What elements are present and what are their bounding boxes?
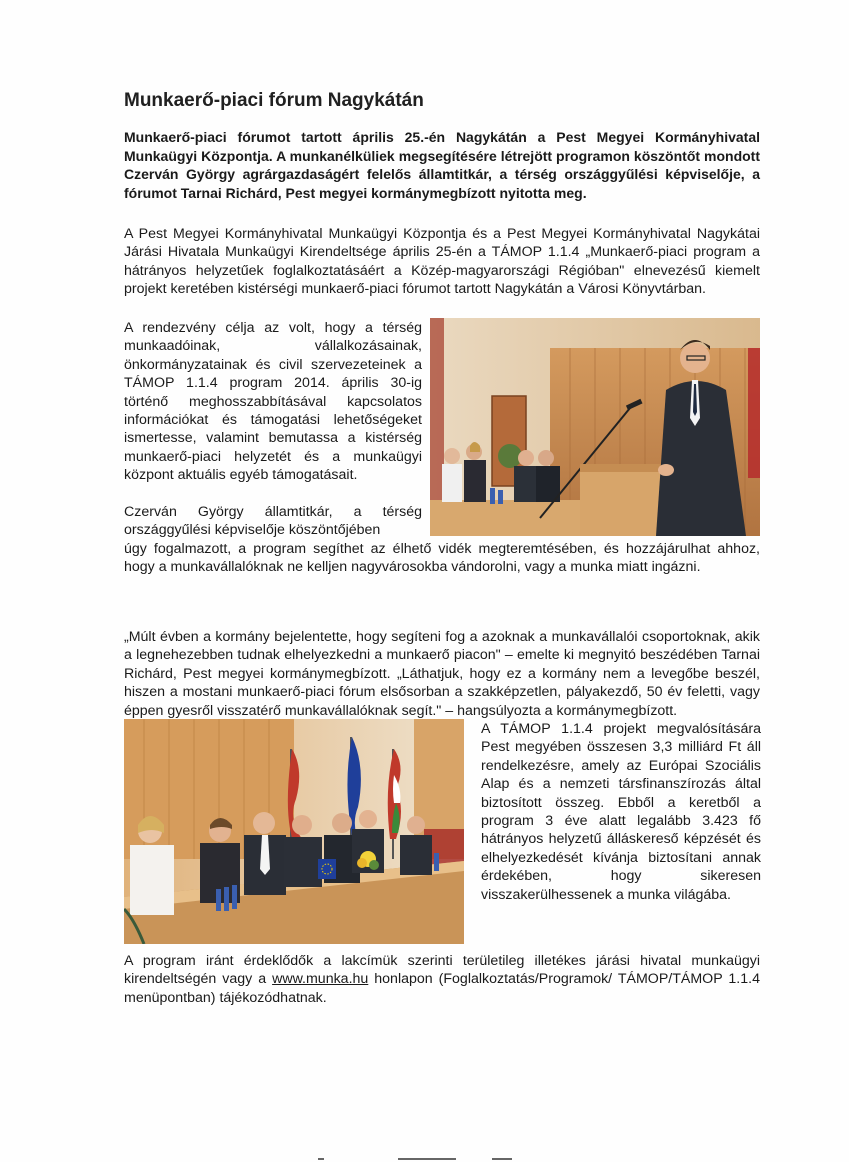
paragraph-greeting-start: Czerván György államtitkár, a térség országgyűlési képviselője köszöntőjében xyxy=(124,504,422,539)
paragraph-funding: A TÁMOP 1.1.4 projekt megvalósítására Pest megyében összesen 3,3 milliárd Ft áll rendelkezésre, amely az Európai Szociális Alap és a nemzeti társfinanszírozás által biztosított összeg. Ebből a keretből a program 3 éve alatt legalább 3.423 fő hátrányos helyzetű álláskereső képzését és elhelyezkedését kívánja biztosítani annak érdekében, hogy sikeresen visszakerülhessenek a munka világába. xyxy=(481,721,761,903)
panel-photo xyxy=(124,719,464,944)
scan-mark xyxy=(398,1158,456,1160)
article-lead: Munkaerő-piaci fórumot tartott április 25.-én Nagykátán a Pest Megyei Kormányhivatal Munkaügyi Központja. A munkanélküliek megsegítésére létrejött programon köszöntőt mondott Czerván György agrárgazdaságért felelős államtitkár, a térség országgyűlési képviselője, a fórumot Tarnai Richárd, Pest megyei kormánymegbízott nyitotta meg. xyxy=(124,129,760,201)
paragraph-contact xyxy=(124,952,760,1007)
article-title: Munkaerő-piaci fórum Nagykátán xyxy=(124,90,424,111)
contact-text-end: honlapon (Foglalkoztatás/Programok/ TÁMOP/TÁMOP 1.1.4 menüpontban) tájékozódhatnak. xyxy=(124,971,760,1006)
paragraph-greeting-end: úgy fogalmazott, a program segíthet az élhető vidék megteremtésében, és hozzájárulhat ahhoz, hogy a munkavállalóknak ne kelljen nagyvárosokba vándorolni, vagy a munka miatt ingázni. xyxy=(124,541,760,576)
panel-photo-image xyxy=(124,719,464,944)
munka-hu-link[interactable]: www.munka.hu xyxy=(272,971,369,988)
paragraph-quote: „Múlt évben a kormány bejelentette, hogy segíteni fog a azoknak a munkavállalói csoportoknak, akik a legnehezebben tudnak elhelyezkedni a munkaerő piacon" – emelte ki megnyitó beszédében Tarnai Richárd, Pest megyei kormánymegbízott. „Láthatjuk, hogy ez a kormány nem a levegőbe beszél, hiszen a mostani munkaerő-piaci fórum elsősorban a szakképzetlen, pályakezdő, 50 év feletti, vagy éppen gyesről visszatérő munkavállalóknak segít." – hangsúlyozta a kormánymegbízott. xyxy=(124,629,760,719)
paragraph-intro: A Pest Megyei Kormányhivatal Munkaügyi Központja és a Pest Megyei Kormányhivatal Nagykátai Járási Hivatala Munkaügyi Kirendeltsége április 25-én a TÁMOP 1.1.4 „Munkaerő-piaci program a hátrányos helyzetűek foglalkoztatásáért a Közép-magyarországi Régióban" elnevezésű kiemelt projekt keretében kistérségi munkaerő-piaci fórumot tartott Nagykátán a Városi Könyvtárban. xyxy=(124,226,760,298)
contact-text-start: A program iránt érdeklődők a lakcímük szerinti területileg illetékes járási hivatal munkaügyi kirendeltségén vagy a xyxy=(124,953,760,988)
scan-mark xyxy=(318,1158,324,1160)
speaker-photo-image xyxy=(430,318,760,536)
speaker-photo xyxy=(430,318,760,536)
scan-mark xyxy=(492,1158,512,1160)
paragraph-purpose: A rendezvény célja az volt, hogy a térség munkaadóinak, vállalkozásainak, önkormányzatainak és civil szervezeteinek a TÁMOP 1.1.4 program 2014. április 30-ig történő meghosszabbításával kapcsolatos információkat és támogatási lehetőségeket ismertesse, valamint bemutassa a kistérség munkaerő-piaci helyzetét és a munkaügyi központ aktuális egyéb támogatásait. xyxy=(124,320,422,484)
